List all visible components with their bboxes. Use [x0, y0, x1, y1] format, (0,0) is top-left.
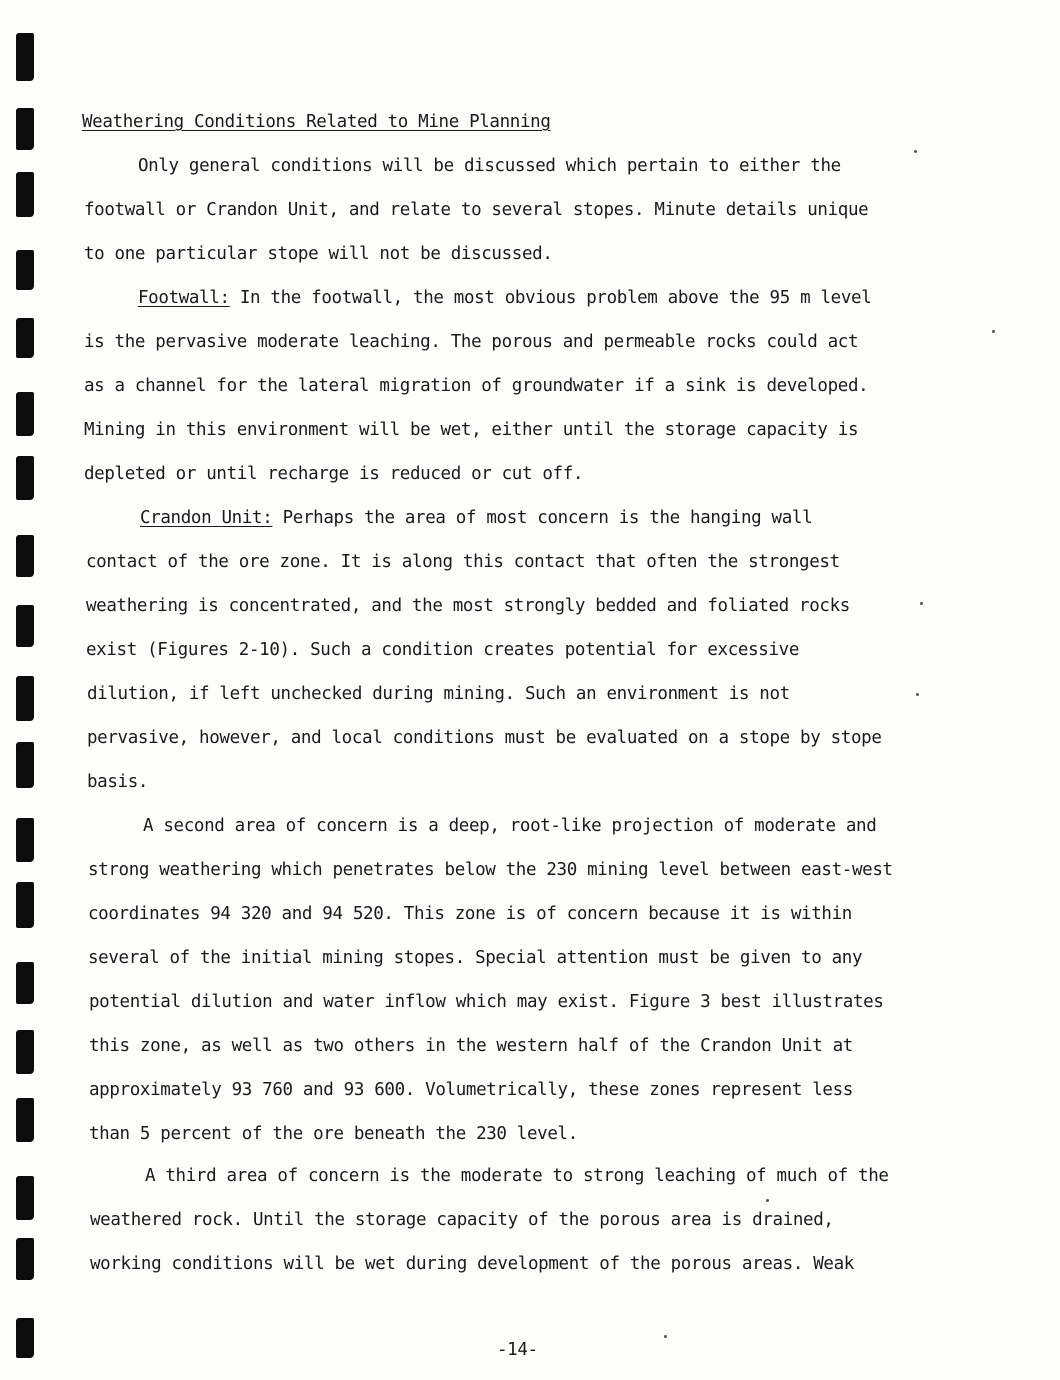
binder-mark — [16, 318, 34, 358]
text-run: Perhaps the area of most concern is the hanging wall — [282, 508, 813, 528]
text-line: approximately 93 760 and 93 600. Volumetrically, these zones represent less — [89, 1080, 853, 1100]
binder-mark — [16, 962, 34, 1004]
text-line: working conditions will be wet during development of the porous areas. Weak — [90, 1254, 854, 1274]
binder-mark — [16, 1238, 34, 1280]
binder-mark — [16, 1098, 34, 1142]
binder-mark — [16, 33, 34, 81]
binder-mark — [16, 1030, 34, 1074]
binder-mark — [16, 535, 34, 577]
binder-mark — [16, 818, 34, 862]
section-heading: Weathering Conditions Related to Mine Planning — [82, 112, 551, 132]
binder-mark — [16, 1176, 34, 1220]
text-line: A third area of concern is the moderate to strong leaching of much of the — [145, 1166, 889, 1186]
scan-speck — [664, 1335, 667, 1338]
scan-speck — [916, 693, 919, 696]
text-line: several of the initial mining stopes. Special attention must be given to any — [88, 948, 863, 968]
text-line: depleted or until recharge is reduced or cut off. — [84, 464, 584, 484]
footwall-subheading: Footwall: — [138, 288, 230, 308]
binder-mark — [16, 456, 34, 500]
text-line: footwall or Crandon Unit, and relate to several stopes. Minute details unique — [84, 200, 869, 220]
text-line: than 5 percent of the ore beneath the 230 level. — [89, 1124, 578, 1144]
binder-mark — [16, 108, 34, 150]
crandon-line — [140, 508, 812, 528]
scan-speck — [992, 330, 995, 333]
footwall-line — [138, 288, 871, 308]
scan-speck — [914, 150, 917, 153]
scan-speck — [766, 1199, 769, 1202]
binder-mark — [16, 392, 34, 436]
text-line: strong weathering which penetrates below the 230 mining level between east-west — [88, 860, 893, 880]
text-line: potential dilution and water inflow which may exist. Figure 3 best illustrates — [89, 992, 884, 1012]
binder-mark — [16, 1318, 34, 1358]
text-line: this zone, as well as two others in the western half of the Crandon Unit at — [89, 1036, 853, 1056]
binder-mark — [16, 742, 34, 788]
binder-mark — [16, 172, 34, 217]
page-number: -14- — [497, 1340, 538, 1360]
binder-mark — [16, 676, 34, 721]
text-line: contact of the ore zone. It is along this contact that often the strongest — [86, 552, 840, 572]
text-line: pervasive, however, and local conditions must be evaluated on a stope by stope — [87, 728, 882, 748]
text-line: exist (Figures 2-10). Such a condition creates potential for excessive — [86, 640, 800, 660]
binder-mark — [16, 250, 34, 290]
text-line: Only general conditions will be discussed which pertain to either the — [138, 156, 841, 176]
text-line: basis. — [87, 772, 149, 792]
text-line: weathering is concentrated, and the most strongly bedded and foliated rocks — [86, 596, 850, 616]
crandon-subheading: Crandon Unit: — [140, 508, 273, 528]
binder-mark — [16, 882, 34, 928]
text-line: A second area of concern is a deep, root-like projection of moderate and — [143, 816, 877, 836]
text-line: to one particular stope will not be discussed. — [84, 244, 553, 264]
text-line: Mining in this environment will be wet, either until the storage capacity is — [84, 420, 859, 440]
binder-mark — [16, 605, 34, 647]
text-line: is the pervasive moderate leaching. The porous and permeable rocks could act — [84, 332, 859, 352]
text-run: In the footwall, the most obvious problem above the 95 m level — [239, 288, 872, 308]
scan-speck — [920, 602, 923, 605]
text-line: as a channel for the lateral migration of groundwater if a sink is developed. — [84, 376, 869, 396]
text-line: weathered rock. Until the storage capacity of the porous area is drained, — [90, 1210, 834, 1230]
text-line: dilution, if left unchecked during mining. Such an environment is not — [87, 684, 790, 704]
text-line: coordinates 94 320 and 94 520. This zone is of concern because it is within — [88, 904, 852, 924]
